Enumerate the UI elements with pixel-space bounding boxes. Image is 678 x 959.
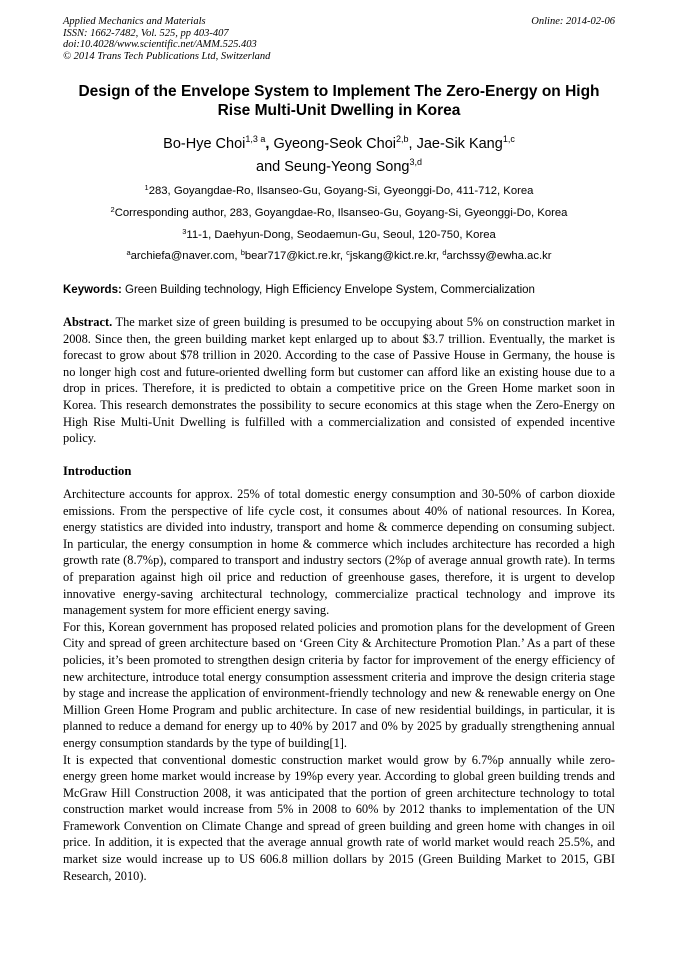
- email-marker: b: [240, 248, 245, 257]
- section-heading-introduction: Introduction: [63, 464, 132, 478]
- author-name: Bo-Hye Choi: [163, 136, 246, 152]
- affiliation-2: [60, 206, 618, 220]
- affiliation-text: Corresponding author, 283, Goyangdae-Ro, Ilsanseo-Gu, Goyang-Si, Gyeonggi-Do, Korea: [114, 207, 568, 219]
- doi-line: doi:10.4028/www.scientific.net/AMM.525.403: [63, 39, 257, 50]
- copyright-line: © 2014 Trans Tech Publications Ltd, Switzerland: [63, 50, 271, 62]
- email-marker: d: [442, 248, 447, 257]
- email-link[interactable]: archiefa@naver.com,: [130, 250, 238, 262]
- keywords: [63, 283, 615, 297]
- affiliation-text: 11-1, Daehyun-Dong, Seodaemun-Gu, Seoul, 120-750, Korea: [186, 229, 496, 241]
- paragraph: It is expected that conventional domestic construction market would grow by 6.7%p annually while zero-energy green home market would increase by 19%p every year. According to global green building trends and McGraw Hill Construction 2008, it was anticipated that the portion of green architecture technology to total construction market would increase from 5% in 2008 to 60% by 2012 thanks to implementation of the UN Framework Convention on Climate Change and spread of green building and green home with changes in oil price. In addition, it is expected that the average annual growth rate of world market would reach 25.5%, and market size would increase up to US 606.8 million dollars by 2015 (Green Building Market to 2015, GBI Research, 2010).: [63, 752, 615, 883]
- author-name: Seung-Yeong Song: [284, 159, 410, 175]
- author-superscript: 1,c: [502, 134, 515, 144]
- email-line: [60, 249, 618, 263]
- email-marker: a: [126, 248, 131, 257]
- author-line-1: Bo-Hye Choi$^{1,3 a}$, Gyeong-Seok Choi$^{2,b}$, Jae-Sik Kang$^{1,c}$: [163, 134, 515, 152]
- abstract: [63, 314, 615, 447]
- journal-header: [63, 16, 270, 62]
- online-date: Online: 2014-02-06: [531, 16, 615, 27]
- introduction-body: [63, 486, 615, 884]
- email-link[interactable]: archssy@ewha.ac.kr: [446, 250, 552, 262]
- affiliation-marker: 2: [110, 205, 115, 214]
- email-link[interactable]: bear717@kict.re.kr,: [244, 250, 343, 262]
- abstract-text: The market size of green building is presumed to be occupying about 5% on construction market in 2008. Since then, the green building market kept enlarged up to about $3.7 trillion. Eventually, the market is forecast to grow about $78 trillion in 2020. According to the case of Passive House in Germany, the house is no longer high cost and future-oriented dwelling form but customer can afford like an existing house due to a drop in prices. Therefore, it is predicted to obtain a competitive price on the Green Home market soon in Korea. This research demonstrates the possibility to secure economics at this stage when the Zero-Energy on High Rise Multi-Unit Dwelling is fulfilled with a commercialization and consisted of expended incentive policy.: [63, 315, 615, 446]
- keywords-label: Keywords:: [63, 284, 122, 296]
- paragraph: For this, Korean government has proposed related policies and promotion plans for the development of Green City and spread of green architecture based on ‘Green City & Architecture Promotion Plan.’ As a part of these policies, it’s been promoted to strengthen design criteria by factor for improvement of the energy efficiency of new architecture, introduce total energy consumption assessment criteria and improve the design criteria stage by stage and increase the application of environment-friendly technology and new & renewable energy on One Million Green Home Program and public architecture. In case of new residential buildings, in particular, it is planned to reduce a demand for energy up to 40% by 2017 and 0% by 2025 by gradually strengthening annual energy consumption standards by the type of building[1].: [63, 619, 615, 750]
- affiliation-text: 283, Goyangdae-Ro, Ilsanseo-Gu, Goyang-Si, Gyeonggi-Do, 411-712, Korea: [148, 185, 534, 197]
- author-line-2: [60, 156, 618, 179]
- paragraph: Architecture accounts for approx. 25% of total domestic energy consumption and 30-50% of carbon dioxide emissions. From the perspective of life cycle cost, it consumes about 40% of national resources. In Korea, energy statistics are divided into industry, transport and home & commerce depending on consuming subject. In particular, the energy consumption in home & commerce which includes architecture has recorded a high growth rate (8.7%p), compared to transport and industry sectors (2%p of average annual growth rate). In terms of preparation against high oil price and reduction of greenhouse gases, therefore, it is urgent to develop innovative energy-saving architectural technology, commercialize practical technology and improve its management system for more efficient energy saving.: [63, 487, 615, 618]
- issn-line: ISSN: 1662-7482, Vol. 525, pp 403-407: [63, 27, 229, 39]
- author-name: Jae-Sik Kang: [416, 136, 503, 152]
- affiliation-1: [60, 184, 618, 198]
- author-list: [60, 133, 618, 179]
- affiliation-3: [60, 228, 618, 242]
- author-superscript: 2,b: [395, 134, 409, 144]
- abstract-label: Abstract.: [63, 315, 113, 329]
- keywords-text: Green Building technology, High Efficiency Envelope System, Commercialization: [125, 284, 535, 296]
- email-marker: c: [346, 248, 350, 257]
- author-name: Gyeong-Seok Choi: [273, 136, 396, 152]
- author-conjunction: and: [256, 159, 281, 175]
- author-superscript: 1,3 a: [245, 134, 266, 144]
- email-link[interactable]: jskang@kict.re.kr,: [349, 250, 440, 262]
- affiliation-marker: 1: [144, 183, 149, 192]
- author-superscript: 3,d: [409, 157, 422, 167]
- paper-title: Design of the Envelope System to Implement The Zero-Energy on High Rise Multi-Unit Dwelling in Korea: [78, 83, 600, 119]
- journal-name: Applied Mechanics and Materials: [63, 16, 206, 27]
- affiliation-marker: 3: [182, 227, 187, 236]
